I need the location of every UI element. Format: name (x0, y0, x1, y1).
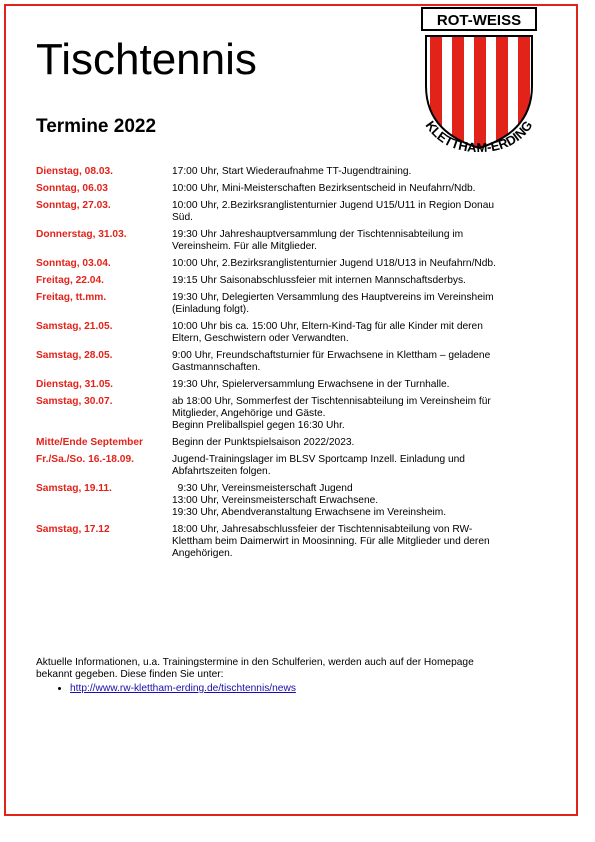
event-date: Sonntag, 27.03. (36, 200, 111, 211)
event-description (172, 379, 556, 391)
event-description (172, 166, 556, 178)
event-description (172, 292, 556, 316)
event-date: Samstag, 17.12 (36, 524, 110, 535)
event-date: Dienstag, 31.05. (36, 379, 114, 390)
event-row (36, 183, 556, 195)
info-line: Aktuelle Informationen, u.a. Trainingstermine in den Schulferien, werden auch auf der Homepage (36, 657, 474, 668)
event-description-line: Beginn der Punktspielsaison 2022/2023. (172, 437, 355, 448)
event-description (172, 258, 556, 270)
event-description (172, 321, 556, 345)
page-subtitle: Termine 2022 (36, 116, 157, 137)
event-description (172, 396, 556, 432)
event-description-line: 10:00 Uhr, Mini-Meisterschaften Bezirksentscheid in Neufahrn/Ndb. (172, 183, 476, 194)
event-date: Samstag, 28.05. (36, 350, 113, 361)
event-description (172, 275, 556, 287)
event-row (36, 437, 556, 449)
event-description-line: ab 18:00 Uhr, Sommerfest der Tischtennisabteilung im Vereinsheim für (172, 396, 491, 407)
event-description-line: 10:00 Uhr, 2.Bezirksranglistenturnier Jugend U18/U13 in Neufahrn/Ndb. (172, 258, 496, 269)
info-link-list (36, 683, 556, 695)
event-row (36, 292, 556, 316)
event-description-line: Klettham beim Daimerwirt in Moosinning. Für alle Mitglieder und deren (172, 536, 490, 547)
event-row (36, 350, 556, 374)
event-description-line: (Einladung folgt). (172, 304, 250, 315)
event-row (36, 275, 556, 287)
event-description (172, 229, 556, 253)
event-description (172, 350, 556, 374)
event-date: Dienstag, 08.03. (36, 166, 114, 177)
event-description-line: 19:15 Uhr Saisonabschlussfeier mit internen Mannschaftsderbys. (172, 275, 466, 286)
event-date: Freitag, 22.04. (36, 275, 104, 286)
logo-bottom-text: KLETTHAM-ERDING (422, 117, 536, 152)
event-row (36, 396, 556, 432)
event-date: Fr./Sa./So. 16.-18.09. (36, 454, 134, 465)
event-description-line: 9:00 Uhr, Freundschaftsturnier für Erwachsene in Klettham – geladene (172, 350, 491, 361)
event-description (172, 183, 556, 195)
homepage-link[interactable]: http://www.rw-klettham-erding.de/tischtennis/news (70, 683, 296, 694)
event-description-line: Abfahrtszeiten folgen. (172, 466, 271, 477)
event-description (172, 454, 556, 478)
event-description-line: 19:30 Uhr, Abendveranstaltung Erwachsene im Vereinsheim. (172, 507, 447, 518)
event-description-line: Mitglieder, Angehörige und Gäste. (172, 408, 326, 419)
page-title: Tischtennis (36, 35, 257, 84)
event-description-line: 19:30 Uhr, Delegierten Versammlung des Hauptvereins im Vereinsheim (172, 292, 494, 303)
event-row (36, 166, 556, 178)
event-description-line: Angehörigen. (172, 548, 233, 559)
event-row (36, 321, 556, 345)
event-description-line: Gastmannschaften. (172, 362, 261, 373)
event-description-line: 17:00 Uhr, Start Wiederaufnahme TT-Jugendtraining. (172, 166, 412, 177)
club-logo (406, 6, 552, 152)
logo-top-text: ROT-WEISS (436, 12, 522, 29)
event-date: Freitag, tt.mm. (36, 292, 107, 303)
event-description (172, 200, 556, 224)
event-date: Mitte/Ende September (36, 437, 143, 448)
event-list (36, 166, 556, 565)
event-description-line: 10:00 Uhr, 2.Bezirksranglistenturnier Jugend U15/U11 in Region Donau (172, 200, 495, 211)
event-description-line: 9:30 Uhr, Vereinsmeisterschaft Jugend (172, 483, 353, 494)
event-date: Sonntag, 06.03 (36, 183, 108, 194)
event-description-line: 19:30 Uhr, Spielerversammlung Erwachsene in der Turnhalle. (172, 379, 450, 390)
event-date: Samstag, 19.11. (36, 483, 112, 494)
event-date: Samstag, 30.07. (36, 396, 113, 407)
event-description (172, 524, 556, 560)
event-description-line: 18:00 Uhr, Jahresabschlussfeier der Tischtennisabteilung von RW- (172, 524, 473, 535)
event-description-line: 19:30 Uhr Jahreshauptversammlung der Tischtennisabteilung im (172, 229, 464, 240)
event-row (36, 483, 556, 519)
event-row (36, 379, 556, 391)
event-date: Donnerstag, 31.03. (36, 229, 127, 240)
info-line: bekannt gegeben. Diese finden Sie unter: (36, 669, 224, 680)
event-row (36, 200, 556, 224)
event-date: Samstag, 21.05. (36, 321, 113, 332)
event-description-line: Jugend-Trainingslager im BLSV Sportcamp Inzell. Einladung und (172, 454, 465, 465)
event-description-line: Eltern, Geschwistern oder Verwandten. (172, 333, 349, 344)
event-description (172, 437, 556, 449)
event-description-line: 10:00 Uhr bis ca. 15:00 Uhr, Eltern-Kind-Tag für alle Kinder mit deren (172, 321, 483, 332)
event-row (36, 258, 556, 270)
event-date: Sonntag, 03.04. (36, 258, 111, 269)
event-row (36, 524, 556, 560)
info-section (36, 657, 556, 695)
info-link-item (70, 683, 556, 695)
event-description-line: Vereinsheim. Für alle Mitglieder. (172, 241, 317, 252)
event-description-line: Beginn Preliballspiel gegen 16:30 Uhr. (172, 420, 345, 431)
event-description-line: 13:00 Uhr, Vereinsmeisterschaft Erwachsene. (172, 495, 379, 506)
event-row (36, 454, 556, 478)
event-row (36, 229, 556, 253)
event-description-line: Süd. (172, 212, 193, 223)
event-description (172, 483, 556, 519)
